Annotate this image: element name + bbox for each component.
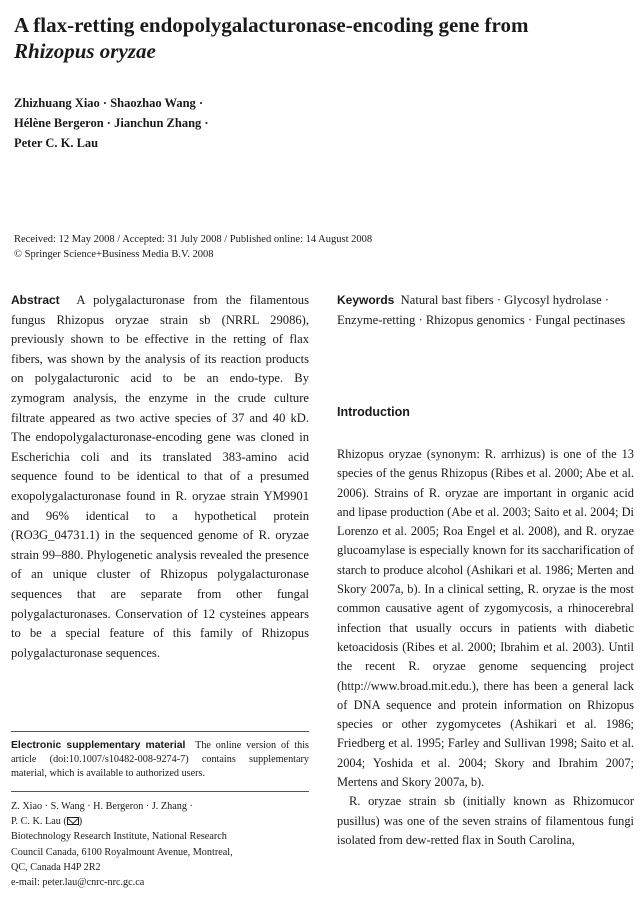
- affiliation-line: Biotechnology Research Institute, National Research: [11, 831, 227, 843]
- title-prefix: A flax-retting endopolygalacturonase-encoding gene from: [14, 13, 529, 37]
- supplementary-label: Electronic supplementary material: [11, 740, 186, 751]
- received-line: Received: 12 May 2008 / Accepted: 31 July 2008 / Published online: 14 August 2008: [14, 234, 373, 245]
- paper-title: [14, 12, 574, 64]
- abstract-text: A polygalacturonase from the filamentous fungus Rhizopus oryzae strain sb (NRRL 29086), previously shown to be effective in the retting of flax fibers, was shown by the analysis of its reaction products on polygalacturonic acid to be an endo-type. By zymogram analysis, the enzyme in the crude culture filtrate appeared as two active species of 37 and 40 kD. The endopolygalacturonase-encoding gene was cloned in Escherichia coli and its translated 383-amino acid sequence found to be identical to that of a presumed exopolygalacturonase found in R. oryzae strain YM9901 and 96% identical to a hypothetical protein (RO3G_04731.1) in the sequenced genome of R. oryzae strain 99–880. Phylogenetic analysis revealed the presence of an unique cluster of Rhizopus polygalacturonase sequences that are separate from other fungal polygalacturonases. Conservation of 12 cysteines appears to be a special feature of this family of Rhizopus polygalacturonase sequences.: [11, 293, 309, 660]
- introduction-paragraph: Rhizopus oryzae (synonym: R. arrhizus) is one of the 13 species of the genus Rhizopus (Ribes et al. 2000; Abe et al. 2006). Strains of R. oryzae are important in organic acid and lipase production (Abe et al. 2003; Saito et al. 2004; Di Lorenzo et al. 2005; Roa Engel et al. 2008), and R. oryzae glucoamylase is especially known for its saccharification of starch to produce alcohol (Ashikari et al. 1986; Merten and Skory 2007a, b). In a clinical setting, R. oryzae is the most common causative agent of zygomycosis, a rhinocerebral infection that usually occurs in patients with diabetic ketoacidosis (Ribes et al. 2000; Ibrahim et al. 2003). Until the recent R. oryzae genome sequencing project (http://www.broad.mit.edu.), there has been a general lack of DNA sequence and protein information on Rhizopus species or other zygomycetes (Ashikari et al. 1986; Friedberg et al. 1995; Farley and Sullivan 1998; Saito et al. 2004; Yoshida et al. 2004; Skory and Ibrahim 2007; Mertens and Skory 2007a, b).: [337, 447, 634, 790]
- supplementary-text: The online version of this article (doi:10.1007/s10482-008-9274-7) contains supplementary material, which is available to authorized users.: [11, 740, 309, 779]
- introduction-paragraph: R. oryzae strain sb (initially known as Rhizomucor pusillus) was one of the seven strains of filamentous fungi isolated from dew-retted flax in South Carolina,: [337, 794, 634, 847]
- publication-dates: [14, 232, 614, 262]
- divider: [11, 731, 309, 732]
- email-line: e-mail: peter.lau@cnrc-nrc.gc.ca: [11, 877, 145, 889]
- introduction-heading: Introduction: [337, 405, 410, 419]
- keywords-text: Natural bast fibers · Glycosyl hydrolase · Enzyme-retting · Rhizopus genomics · Fungal pectinases: [337, 293, 626, 327]
- divider: [11, 791, 309, 792]
- author-line: Zhizhuang Xiao · Shaozhao Wang ·: [14, 96, 204, 110]
- affiliation-authors: Z. Xiao · S. Wang · H. Bergeron · J. Zhang ·: [11, 801, 193, 812]
- abstract: [11, 291, 309, 663]
- author-line: Peter C. K. Lau: [14, 136, 99, 150]
- title-species: Rhizopus oryzae: [14, 39, 156, 63]
- abstract-column: [11, 291, 309, 663]
- supplementary-note: [11, 739, 309, 781]
- envelope-icon: [67, 817, 79, 825]
- keywords-label: Keywords: [337, 293, 395, 307]
- keywords: [337, 291, 634, 330]
- affiliation-line: QC, Canada H4P 2R2: [11, 861, 101, 873]
- keywords-column: [337, 291, 634, 330]
- author-line: Hélène Bergeron · Jianchun Zhang ·: [14, 116, 209, 130]
- affiliation: Z. Xiao · S. Wang · H. Bergeron · J. Zhang · P. C. K. Lau ( ) Biotechnology Research Institute, National Research Council Canada, 6100 Royalmount Avenue, Montreal, QC, Canada H4P 2R2 e-mail: peter.lau@cnrc-nrc.gc.ca: [11, 799, 309, 890]
- affiliation-line: Council Canada, 6100 Royalmount Avenue, Montreal,: [11, 846, 233, 858]
- author-list: [14, 93, 314, 153]
- copyright-line: © Springer Science+Business Media B.V. 2008: [14, 249, 214, 260]
- affiliation-authors: P. C. K. Lau: [11, 816, 61, 828]
- abstract-label: Abstract: [11, 293, 60, 307]
- introduction-body: [337, 445, 634, 850]
